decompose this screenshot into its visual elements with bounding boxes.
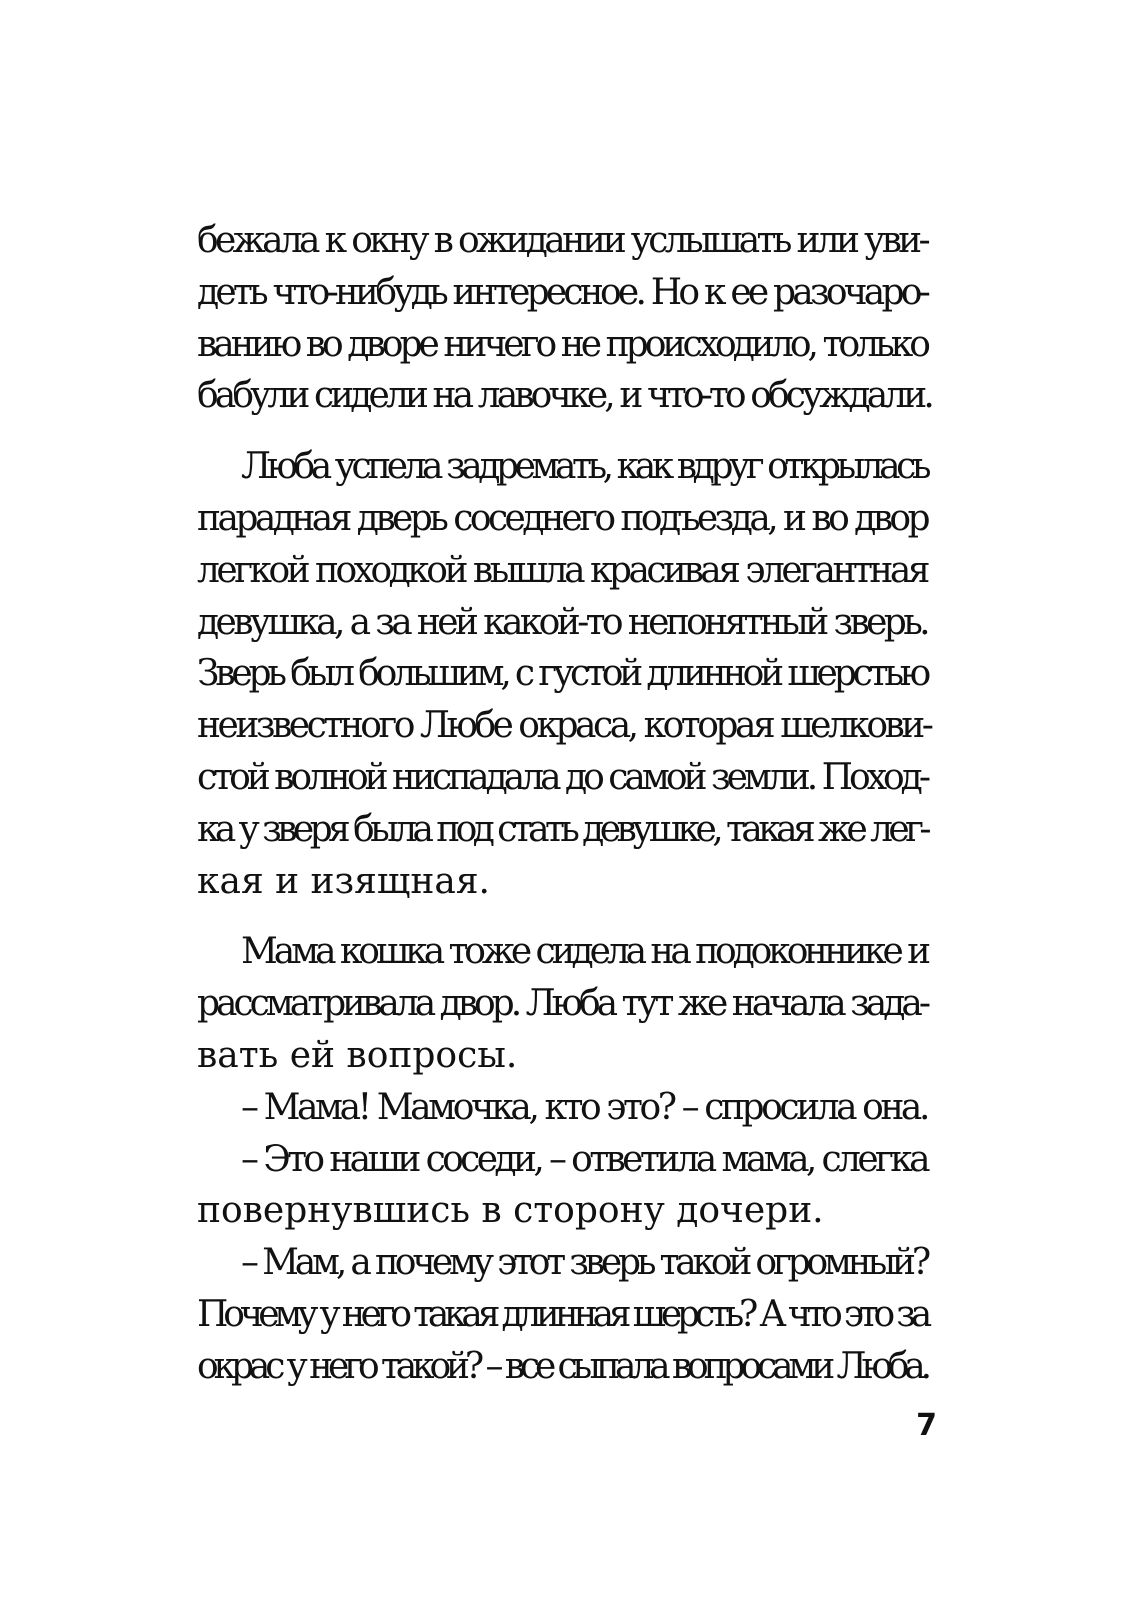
body-text [197,215,931,1393]
text-line: вать ей вопросы. [197,1034,518,1076]
page-number: 7 [916,1408,937,1443]
text-line: бабули сидели на лавочке, и что-то обсуждали. [197,375,931,417]
text-line: Люба успела задремать, как вдруг открылась [241,446,928,488]
text-line: стой волной ниспадала до самой земли. Поход- [197,756,927,798]
dialogue-line [197,1082,927,1134]
text-line: Зверь был большим, с густой длинной шерстью [197,653,927,695]
text-line: кая и изящная. [197,860,490,902]
text-line: девушка, а за ней какой-то непонятный зверь. [197,601,927,643]
text-line: – Это наши соседи, – ответила мама, слегка [241,1138,928,1180]
text-line: Почему у него такая длинная шерсть? А что это за [197,1293,927,1335]
text-line: – Мама! Мамочка, кто это? – спросила она. [241,1086,927,1128]
text-line: – Мам, а почему этот зверь такой огромный? [241,1242,927,1284]
text-line: повернувшись в сторону дочери. [197,1190,824,1232]
dialogue-line [197,1237,927,1392]
text-line: рассматривала двор. Люба тут же начала зада- [197,983,927,1025]
text-line: неизвестного Любе окраса, которая шелкови- [197,705,931,747]
text-line: легкой походкой вышла красивая элегантная [197,549,927,591]
text-line: окрас у него такой? – все сыпала вопросами Люба. [197,1345,927,1387]
text-line: деть что-нибудь интересное. Но к ее разочаро- [197,271,927,313]
text-line: парадная дверь соседнего подъезда, и во двор [197,497,928,539]
text-line: бежала к окну в ожидании услышать или уви- [197,220,927,261]
paragraph [197,441,931,907]
text-line: ванию во дворе ничего не происходило, только [197,323,927,365]
text-line: Мама кошка тоже сидела на подоконнике и [241,931,927,973]
text-line: ка у зверя была под стать девушке, такая же лег- [197,808,927,850]
paragraph [197,215,931,422]
paragraph [197,926,927,1081]
dialogue-line [197,1134,927,1238]
